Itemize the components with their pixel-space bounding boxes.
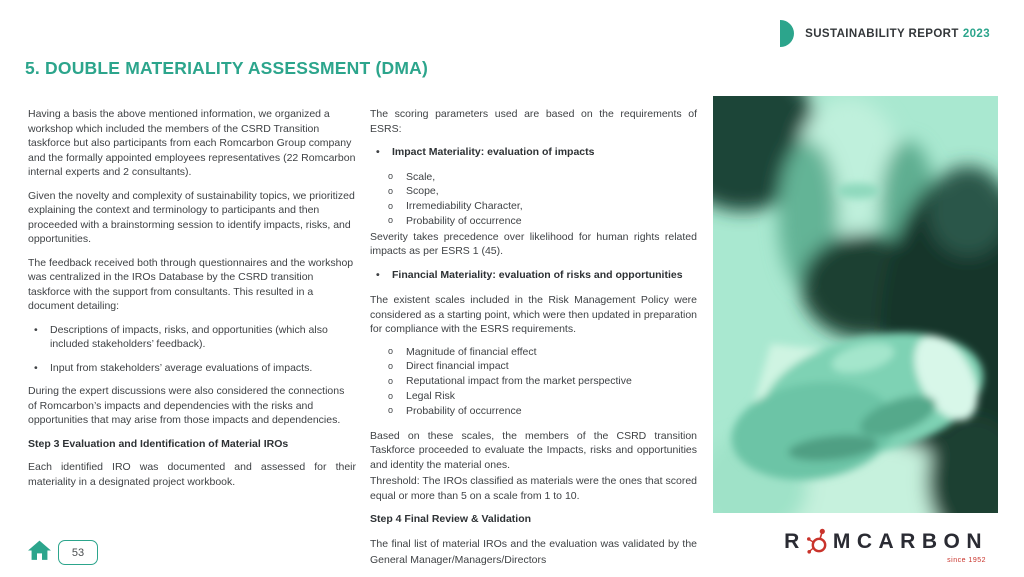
paragraph: Severity takes precedence over likelihood for human rights related impacts as per ESRS 1 (45). xyxy=(370,230,697,258)
paragraph: The feedback received both through questionnaires and the workshop was centralized in the IROs Database by the CSRD transition taskforce with the support from consultants. This resulted in a document detailing: xyxy=(28,256,354,312)
list-item: o Direct financial impact xyxy=(370,360,697,374)
impact-sub-list xyxy=(370,171,697,229)
paragraph: The scoring parameters used are based on the requirements of ESRS: xyxy=(370,108,697,135)
list-item: o Reputational impact from the market perspective xyxy=(370,375,697,389)
paragraph: Threshold: The IROs classified as materials were the ones that scored equal or more than 5 on a scale from 1 to 10. xyxy=(370,475,697,502)
financial-sub-list xyxy=(370,346,697,419)
financial-materiality-bullet: • Financial Materiality: evaluation of risks and opportunities xyxy=(370,268,697,283)
romcarbon-logo xyxy=(784,528,988,564)
step4-heading: Step 4 Final Review & Validation xyxy=(370,513,532,526)
logo-letters: MCARBON xyxy=(832,530,988,553)
molecule-icon xyxy=(807,528,831,556)
step3-heading: Step 3 Evaluation and Identification of Material IROs xyxy=(28,437,289,450)
paragraph: Having a basis the above mentioned information, we organized a workshop which included the members of the CSRD Transition taskforce but also participants from each Romcarbon Group company and the formally appointed employees representatives (22 Romcarbon internal experts and 2 consultants). xyxy=(28,108,356,178)
page-number-badge[interactable] xyxy=(58,540,98,565)
list-item: o Legal Risk xyxy=(370,390,697,404)
report-year: 2023 xyxy=(962,27,990,40)
list-item: o Scale, xyxy=(370,171,697,185)
left-text-column xyxy=(28,107,356,498)
list-item: • Input from stakeholders’ average evaluations of impacts. xyxy=(28,361,356,376)
middle-text-column xyxy=(370,107,697,577)
paragraph: During the expert discussions were also considered the connections of Romcarbon’s impacts and dependencies with the risks and opportunities that may arise from those impacts and dependencies. xyxy=(28,385,345,426)
paragraph: Each identified IRO was documented and assessed for their materiality in a designated project workbook. xyxy=(28,461,356,488)
list-item: o Scope, xyxy=(370,185,697,199)
list-item: • Descriptions of impacts, risks, and opportunities (which also included stakeholders’ feedback). xyxy=(28,323,356,352)
report-header xyxy=(780,20,990,47)
logo-letter-r: R xyxy=(784,530,806,553)
list-item: o Irremediability Character, xyxy=(370,200,697,214)
list-item: o Magnitude of financial effect xyxy=(370,346,697,360)
page-title: 5. DOUBLE MATERIALITY ASSESSMENT (DMA) xyxy=(25,58,428,78)
paragraph: Given the novelty and complexity of sustainability topics, we prioritized explaining the context and terminology to participants and then proceeded with a brainstorming session to identify impacts, risks, and opportunities. xyxy=(28,189,355,245)
logo-tagline: since 1952 xyxy=(947,557,986,564)
accent-halfcircle-icon xyxy=(780,20,794,47)
list-item: o Probability of occurrence xyxy=(370,215,697,229)
list-item: o Probability of occurrence xyxy=(370,405,697,419)
report-title xyxy=(805,28,990,40)
handshake-duotone-photo xyxy=(713,96,998,513)
page-number: 53 xyxy=(71,546,85,559)
report-title-text: SUSTAINABILITY REPORT xyxy=(805,27,959,40)
paragraph: The existent scales included in the Risk Management Policy were considered as a starting point, which were then updated in preparation for compliance with the ESRS requirements. xyxy=(370,294,697,336)
home-icon[interactable] xyxy=(27,538,52,563)
impact-materiality-bullet: • Impact Materiality: evaluation of impacts xyxy=(370,145,697,160)
paragraph: Based on these scales, the members of the CSRD transition Taskforce proceeded to evaluate the Impacts, risks and opportunities and identity the material ones. xyxy=(370,429,697,471)
paragraph: The final list of material IROs and the evaluation was validated by the General Manager/Managers/Directors xyxy=(370,537,697,566)
